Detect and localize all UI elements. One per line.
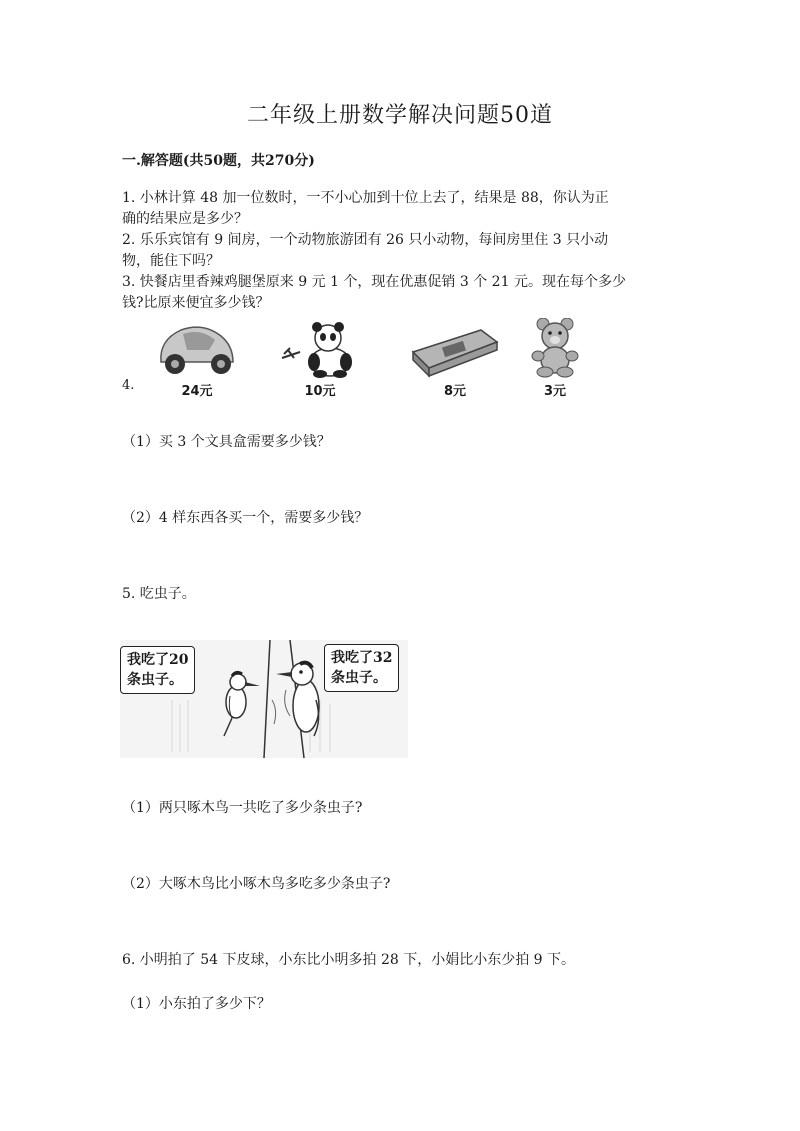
question-3-line-1: 3. 快餐店里香辣鸡腿堡原来 9 元 1 个，现在优惠促销 3 个 21 元。现在每个多少 [122,274,626,290]
question-4-number: 4. [122,378,135,393]
question-4-sub-1: （1）买 3 个文具盒需要多少钱？ [122,434,331,450]
toy-car-icon [147,318,247,378]
question-1-line-2: 确的结果应是多少？ [122,211,248,227]
speech-bubble-left [120,646,195,694]
speech-bubble-right [324,644,399,692]
woodpecker-illustration [120,640,408,758]
item-toy-car [147,318,247,398]
price-label: 3元 [543,384,567,399]
price-label: 8元 [443,384,467,399]
item-panda [270,318,370,398]
item-teddy-bear [505,318,605,398]
panda-icon [270,318,370,378]
item-pencil-box [405,318,505,398]
question-6: 6. 小明拍了 54 下皮球，小东比小明多拍 28 下，小娟比小东少拍 9 下。 [122,952,576,968]
bubble-left-line-1: 我吃了20 [127,652,189,668]
question-2-line-2: 物，能住下吗？ [122,253,220,269]
page-title: 二年级上册数学解决问题50道 [247,103,553,128]
question-1-line-1: 1. 小林计算 48 加一位数时，一不小心加到十位上去了，结果是 88，你认为正 [122,190,609,206]
bubble-left-line-2: 条虫子。 [127,672,183,688]
question-3 [122,272,682,314]
price-label: 24元 [181,384,213,399]
bubble-right-line-1: 我吃了32 [331,650,393,666]
price-label: 10元 [304,384,336,399]
teddy-bear-icon [505,318,605,378]
bubble-right-line-2: 条虫子。 [331,670,387,686]
question-3-line-2: 钱?比原来便宜多少钱？ [122,295,270,311]
question-6-sub-1: （1）小东拍了多少下？ [122,996,271,1012]
pencil-box-icon [405,318,505,378]
question-2 [122,230,682,272]
question-5-sub-1: （1）两只啄木鸟一共吃了多少条虫子? [122,800,363,816]
question-4-sub-2: （2）4 样东西各买一个，需要多少钱？ [122,510,369,526]
question-5: 5. 吃虫子。 [122,586,196,602]
question-5-sub-2: （2）大啄木鸟比小啄木鸟多吃多少条虫子? [122,876,391,892]
question-1 [122,188,682,230]
question-2-line-1: 2. 乐乐宾馆有 9 间房，一个动物旅游团有 26 只小动物，每间房里住 3 只小动 [122,232,609,248]
section-heading: 一.解答题(共50题，共270分) [122,153,315,169]
